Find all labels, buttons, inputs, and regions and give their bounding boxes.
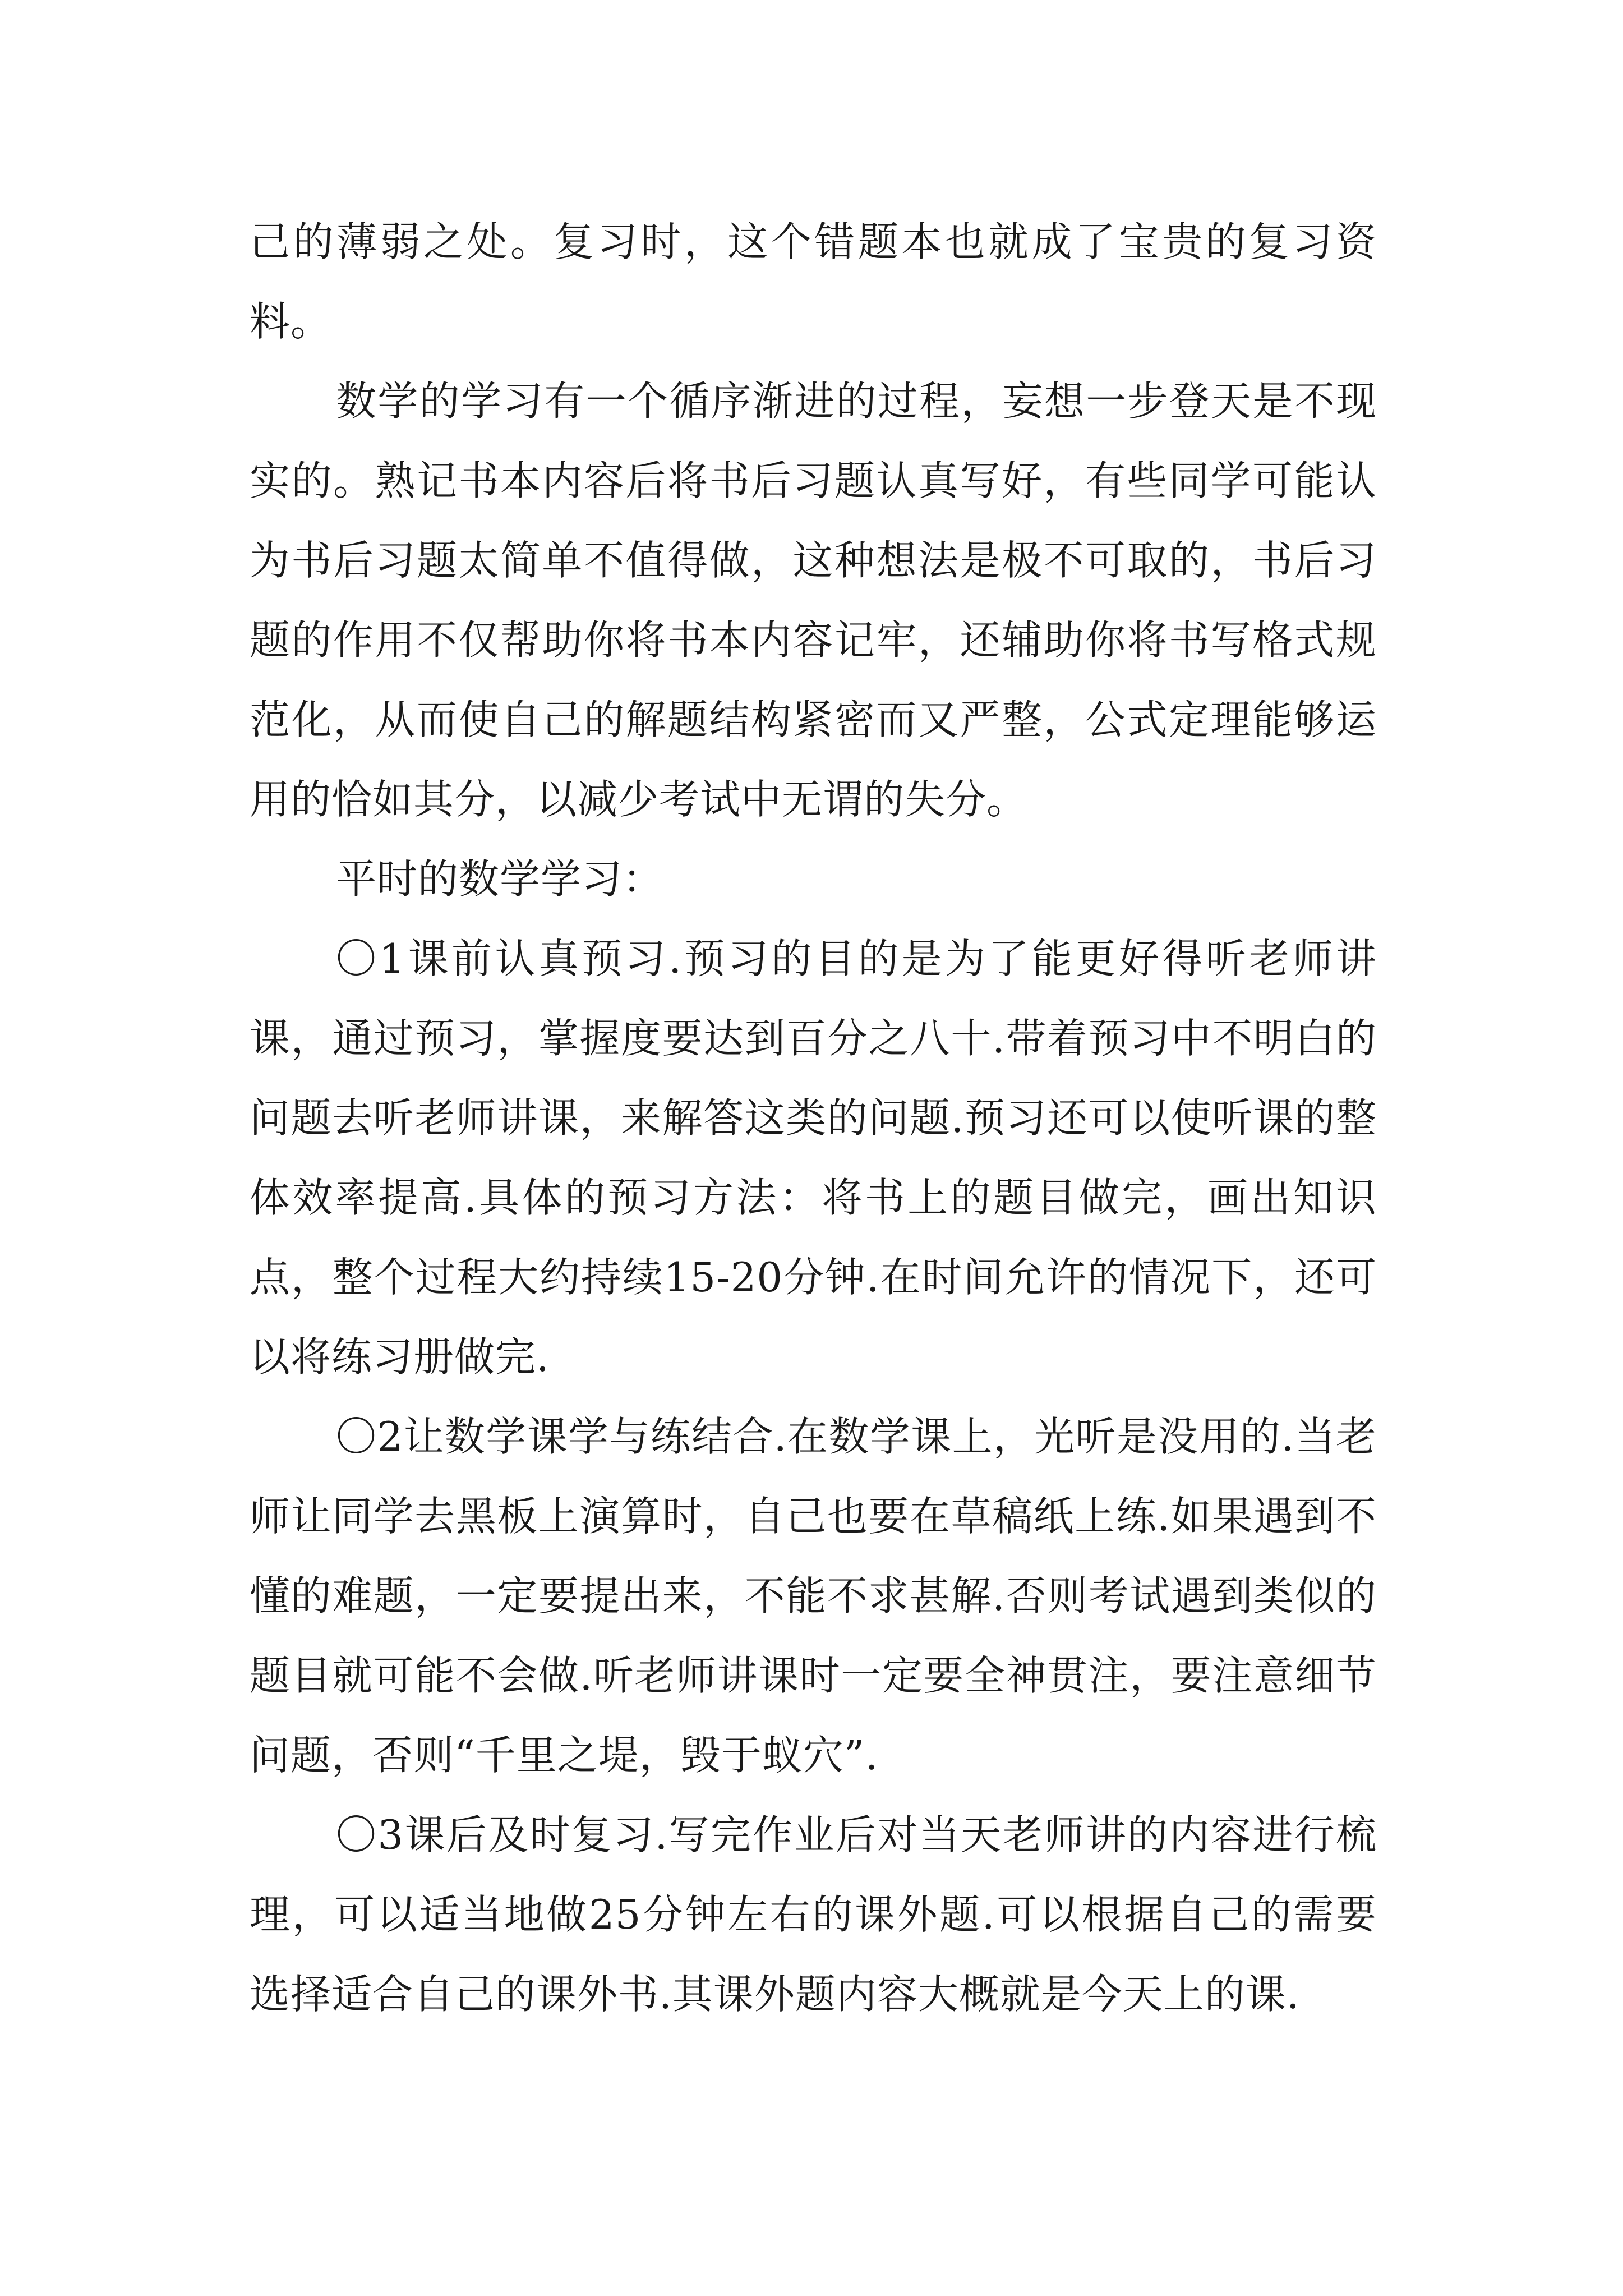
paragraph-2: 数学的学习有一个循序渐进的过程，妄想一步登天是不现实的。熟记书本内容后将书后习题认真写好，有些同学可能认为书后习题太简单不值得做，这种想法是极不可取的，书后习题的作用不仅帮助你将书本内容记牢，还辅助你将书写格式规范化，从而使自己的解题结构紧密而又严整，公式定理能够运用的恰如其分，以减少考试中无谓的失分。 [250, 378, 1377, 823]
paragraph-3-heading: 平时的数学学习： [336, 855, 664, 903]
paragraph-1: 己的薄弱之处。复习时，这个错题本也就成了宝贵的复习资料。 [250, 218, 1377, 345]
paragraph-6-item-3: 〇3课后及时复习.写完作业后对当天老师讲的内容进行梳理，可以适当地做25分钟左右的课外题.可以根据自己的需要选择适合自己的课外书.其课外题内容大概就是今天上的课. [250, 1811, 1377, 2018]
paragraph-4-item-1: 〇1课前认真预习.预习的目的是为了能更好得听老师讲课，通过预习，掌握度要达到百分之八十.带着预习中不明白的问题去听老师讲课，来解答这类的问题.预习还可以使听课的整体效率提高.具体的预习方法：将书上的题目做完，画出知识点，整个过程大约持续15-20分钟.在时间允许的情况下，还可以将练习册做完. [250, 935, 1377, 1381]
document-body [250, 202, 1377, 2034]
paragraph-5-item-2: 〇2让数学课学与练结合.在数学课上，光听是没用的.当老师让同学去黑板上演算时，自己也要在草稿纸上练.如果遇到不懂的难题，一定要提出来，不能不求甚解.否则考试遇到类似的题目就可能不会做.听老师讲课时一定要全神贯注，要注意细节问题，否则“千里之堤，毁于蚁穴”. [250, 1413, 1377, 1779]
